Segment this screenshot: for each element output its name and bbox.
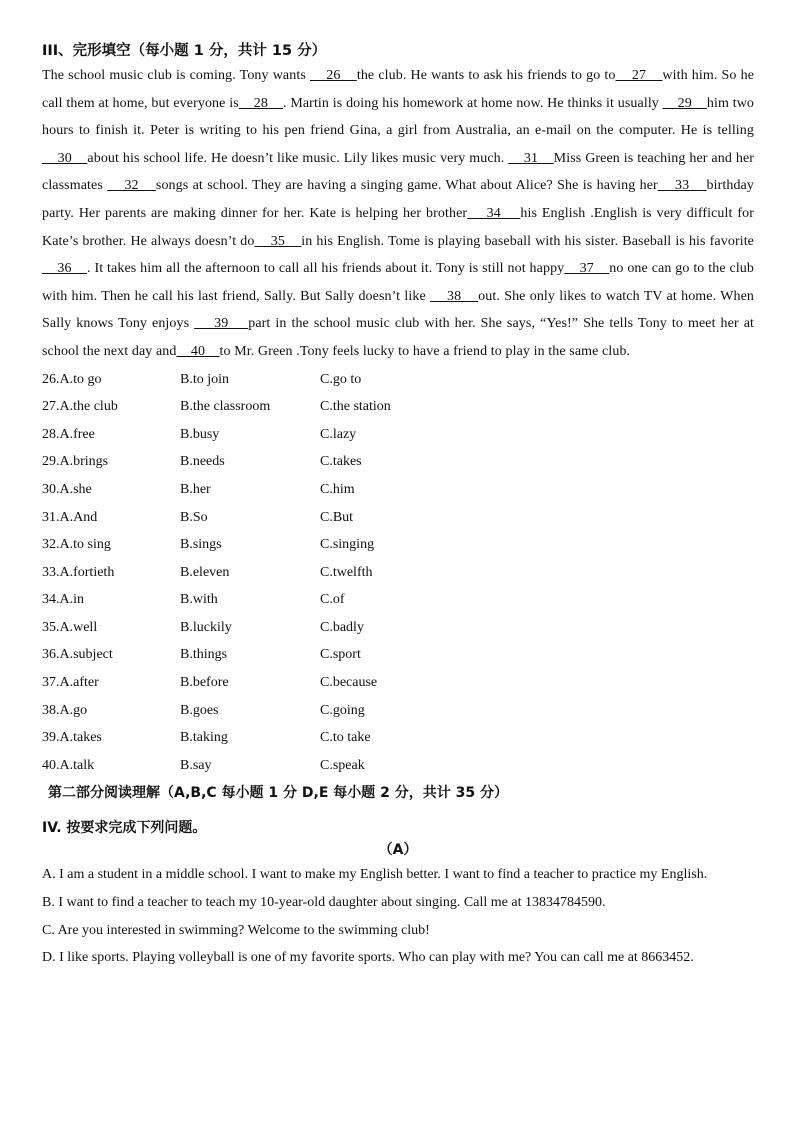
option-a: 34.A.in [42,592,84,608]
option-b: B.So [180,509,208,525]
blank-29: 29 [662,95,707,111]
option-c: C.speak [320,757,365,773]
passage-text: part in the school music club with her. She says, “Yes!” She tells Tony to meet her at school the next day and [42,316,755,359]
option-row [42,614,754,642]
blank-34: 34 [467,205,521,221]
option-row [42,504,754,532]
option-row [42,476,754,504]
cloze-passage [42,62,754,366]
option-c: C.lazy [320,426,357,442]
option-row [42,697,754,725]
passage-text: Miss Green is teaching her and her classmates [42,150,755,194]
passage-text: birthday party. Her parents are making dinner for her. Kate is helping her brother [42,178,754,221]
reading-items [42,861,754,971]
option-b: B.say [180,757,212,773]
option-a: 40.A.talk [42,757,95,773]
passage-text: about his school life. He doesn’t like music. Lily likes music very much. [87,150,509,166]
option-row [42,752,754,780]
option-c: C.badly [320,619,364,635]
passage-text: out. She only likes to watch TV at home. When Sally knows Tony enjoys [42,288,755,332]
option-row [42,393,754,421]
blank-32: 32 [107,178,156,194]
option-b: B.her [180,481,211,497]
option-b: B.things [180,647,228,663]
option-a: 31.A.And [42,509,98,525]
option-a: 28.A.free [42,426,95,442]
option-c: C.twelfth [320,564,373,580]
option-b: B.sings [180,537,222,553]
option-b: B.eleven [180,564,230,580]
option-c: C.singing [320,537,375,553]
section3-heading: III、完形填空（每小题 1 分，共计 15 分） [42,43,327,59]
reading-item: C. Are you interested in swimming? Welcome to the swimming club! [42,922,430,938]
option-row [42,421,754,449]
reading-item: D. I like sports. Playing volleyball is one of my favorite sports. Who can play with me? You can call me at 8663452. [42,950,694,966]
option-b: B.with [180,592,218,608]
option-c: C.takes [320,454,362,470]
option-a: 32.A.to sing [42,537,111,553]
section4-heading: IV. 按要求完成下列问题。 [42,820,207,837]
option-row [42,669,754,697]
reading-item: A. I am a student in a middle school. I want to make my English better. I want to find a teacher to practice my English. [42,867,708,883]
blank-38: 38 [430,288,479,304]
option-b: B.before [180,675,229,691]
option-a: 30.A.she [42,481,92,497]
option-c: C.of [320,592,345,608]
passage-text: . Martin is doing his homework at home now. He thinks it usually [282,95,663,111]
option-row [42,641,754,669]
option-a: 26.A.to go [42,371,102,387]
passage-text: . It takes him all the afternoon to call all his friends about it. Tony is still not happy [87,261,565,277]
part2-heading: 第二部分阅读理解（A,B,C 每小题 1 分 D,E 每小题 2 分，共计 35 分） [48,785,509,802]
reading-item: B. I want to find a teacher to teach my 10-year-old daughter about singing. Call me at 13834784590. [42,895,606,911]
option-c: C.him [320,481,355,497]
option-c: C.to take [320,730,371,746]
passage-text: in his English. Tome is playing baseball with his sister. Baseball is his favorite [301,233,754,249]
option-b: B.luckily [180,619,232,635]
option-row [42,448,754,476]
option-row [42,586,754,614]
option-row [42,724,754,752]
option-c: C.the station [320,399,391,415]
blank-40: 40 [176,343,220,359]
passage-text: with him. So he call them at home, but everyone is [42,68,755,111]
blank-35: 35 [254,233,302,249]
passage-text: to Mr. Green .Tony feels lucky to have a friend to play in the same club. [219,343,631,359]
blank-33: 33 [657,178,707,194]
blank-26: 26 [309,68,357,83]
option-a: 39.A.takes [42,730,102,746]
blank-37: 37 [564,261,610,277]
blank-31: 31 [508,150,554,166]
option-b: B.goes [180,702,219,718]
option-b: B.the classroom [180,399,271,415]
option-row [42,559,754,587]
option-b: B.to join [180,371,230,387]
option-a: 29.A.brings [42,454,109,470]
option-row [42,531,754,559]
passage-text: the club. He wants to ask his friends to go to [356,68,616,83]
passage-label: （A） [378,842,418,859]
option-a: 38.A.go [42,702,88,718]
option-c: C.because [320,675,378,691]
passage-text: no one can go to the club with him. Then he call his last friend, Sally. But Sally doesn’t like [42,261,755,304]
blank-28: 28 [238,95,283,111]
option-a: 27.A.the club [42,399,118,415]
option-b: B.busy [180,426,220,442]
passage-text: The school music club is coming. Tony wants [42,68,310,83]
option-a: 33.A.fortieth [42,564,115,580]
blank-27: 27 [615,68,663,83]
option-a: 37.A.after [42,675,99,691]
option-c: C.But [320,509,354,525]
blank-39: 39 [194,316,249,332]
option-a: 35.A.well [42,619,98,635]
option-a: 36.A.subject [42,647,113,663]
passage-text: songs at school. They are having a singing game. What about Alice? She is having her [155,178,658,194]
option-row [42,366,754,394]
option-b: B.taking [180,730,228,746]
blank-30: 30 [42,150,88,166]
option-c: C.going [320,702,365,718]
passage-text: his English .English is very difficult for Kate’s brother. He always doesn’t do [42,205,754,249]
cloze-options [42,366,754,780]
option-c: C.go to [320,371,362,387]
passage-text: him two hours to finish it. Peter is writing to his pen friend Gina, a girl from Australia, an e-mail on the computer. He is telling [42,95,755,139]
option-c: C.sport [320,647,361,663]
exam-page [42,40,754,972]
option-b: B.needs [180,454,225,470]
blank-36: 36 [42,261,87,277]
